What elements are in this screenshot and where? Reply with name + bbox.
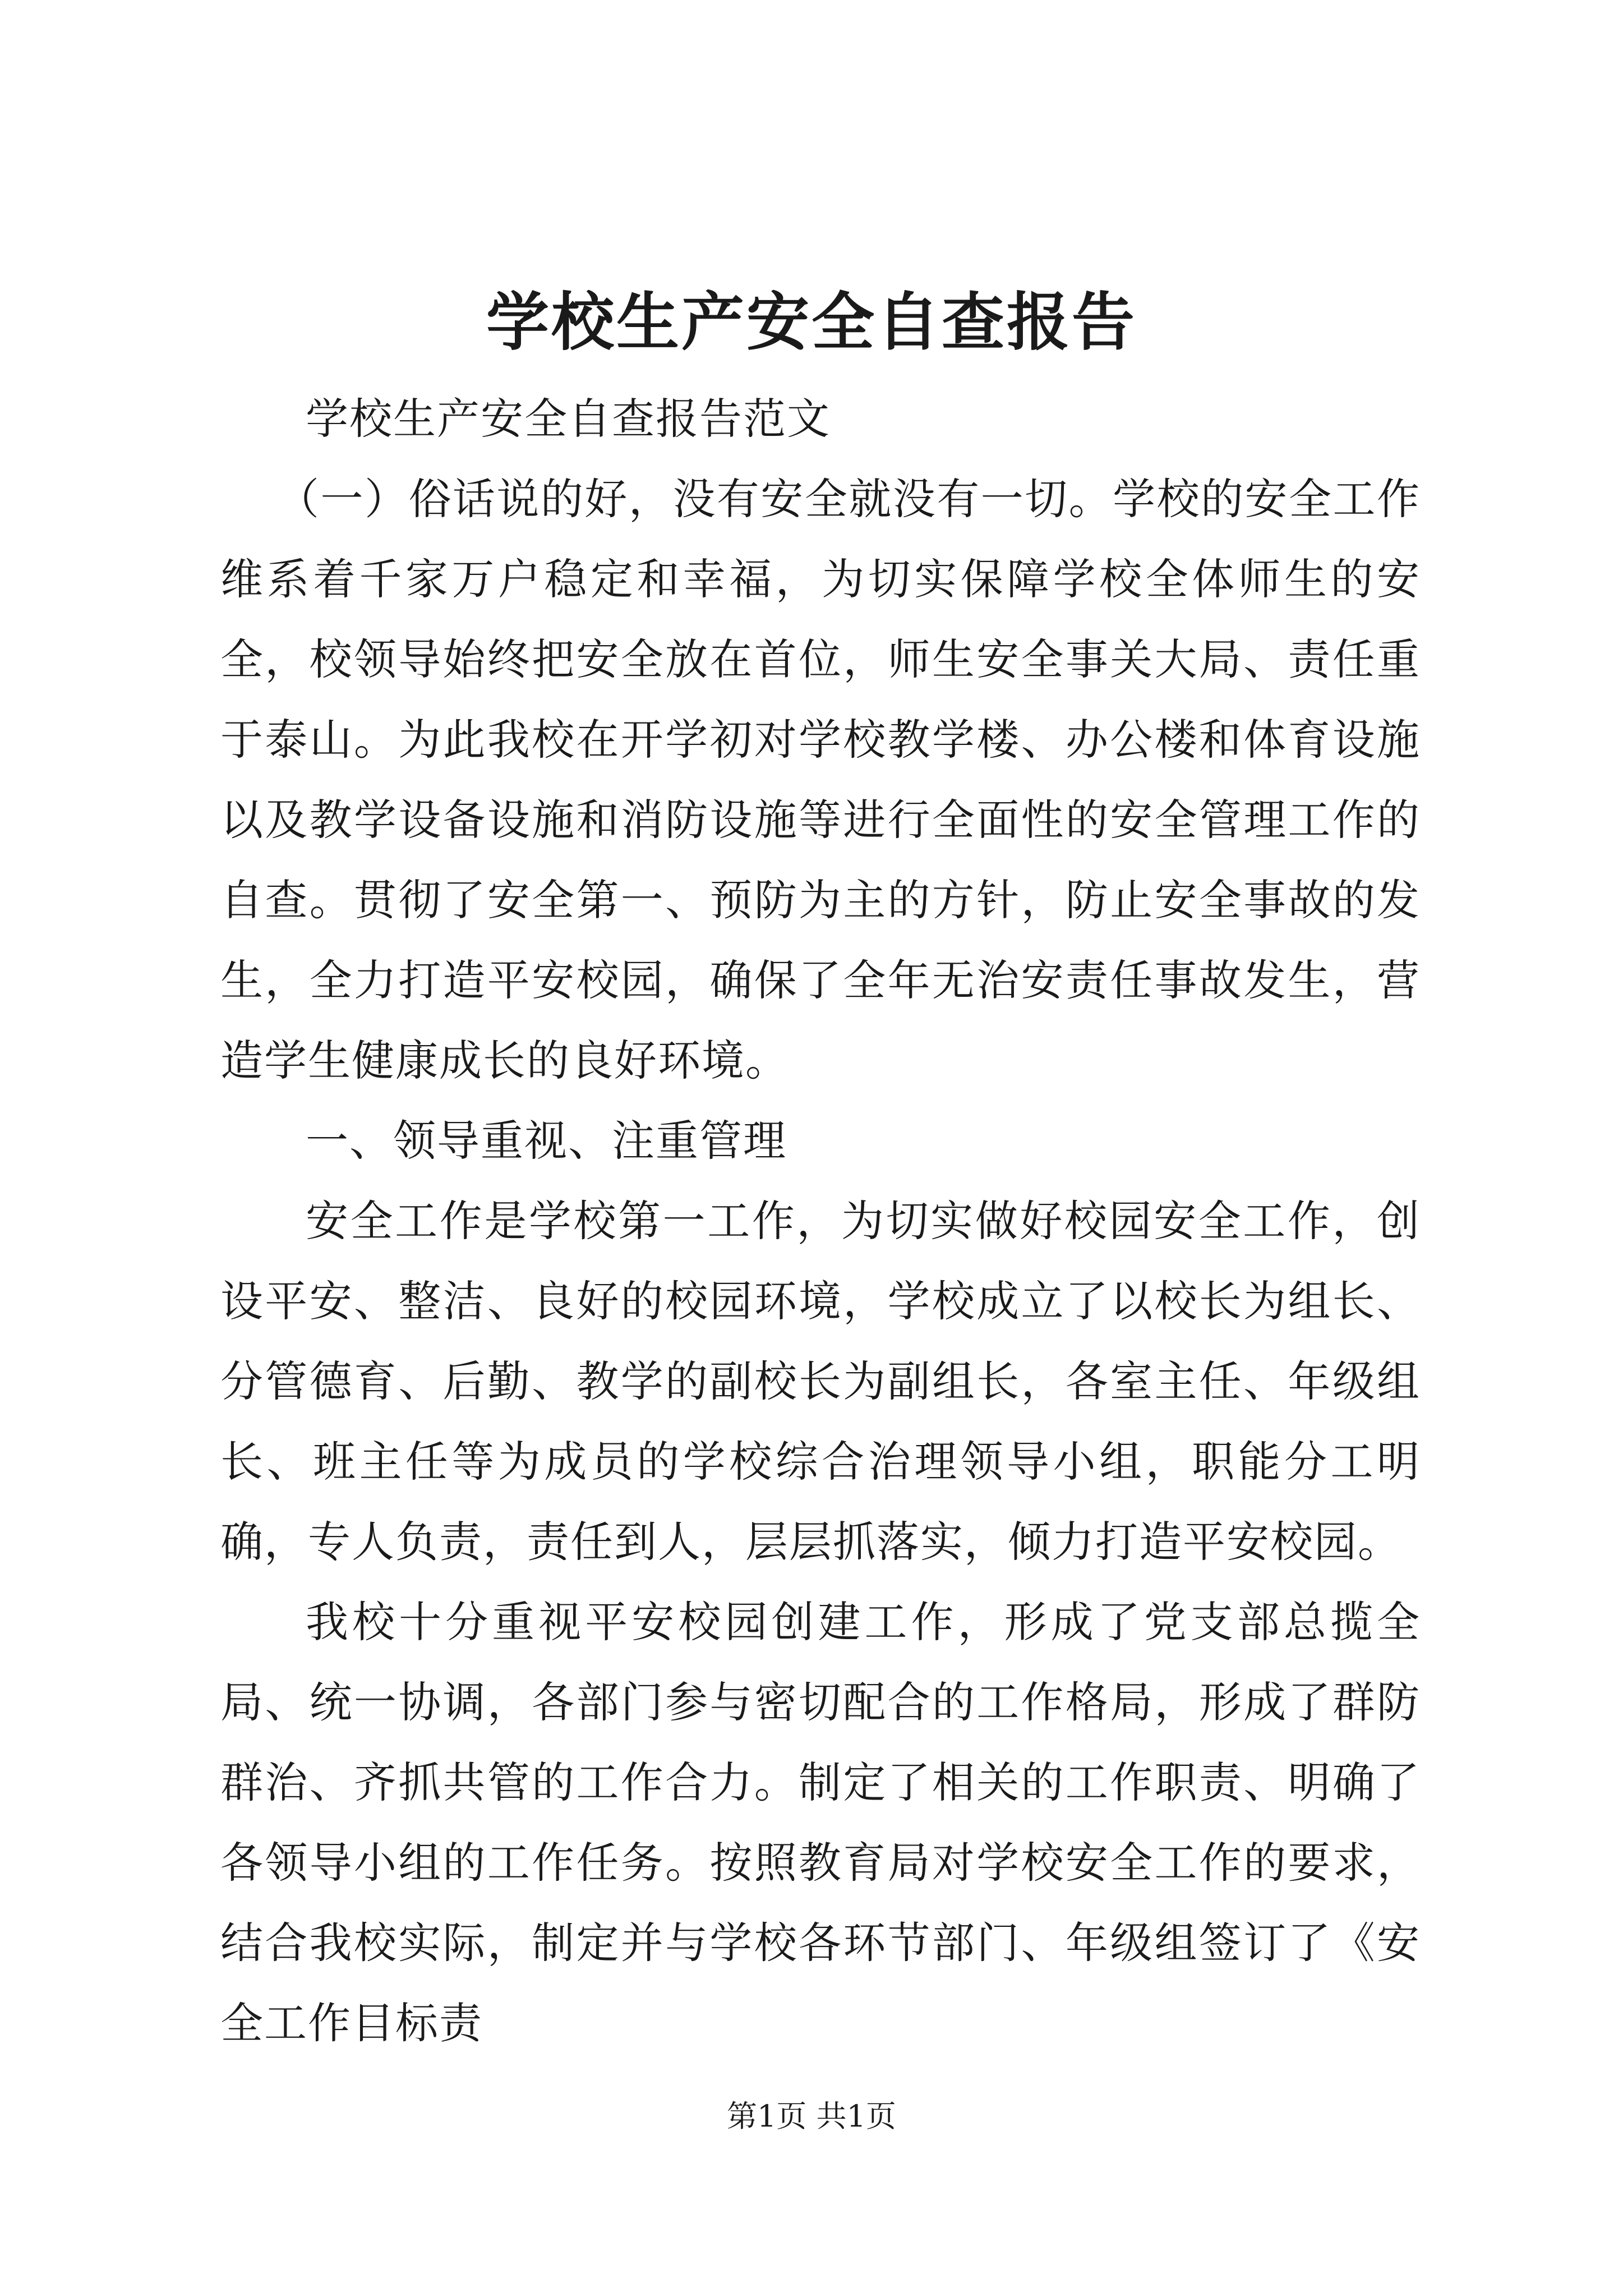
paragraph-leadership: 安全工作是学校第一工作，为切实做好校园安全工作，创设平安、整洁、良好的校园环境，学校成立了以校长为组长、分管德育、后勤、教学的副校长为副组长，各室主任、年级组长、班主任等为成员的学校综合治理领导小组，职能分工明确，专人负责，责任到人，层层抓落实，倾力打造平安校园。 (220, 1196, 1421, 1567)
page-footer: 第1页 共1页 (727, 2099, 896, 2134)
paragraph-intro: （一）俗话说的好，没有安全就没有一切。学校的安全工作维系着千家万户稳定和幸福，为切实保障学校全体师生的安全，校领导始终把安全放在首位，师生安全事关大局、责任重于泰山。为此我校在开学初对学校教学楼、办公楼和体育设施以及教学设备设施和消防设施等进行全面性的安全管理工作的自查。贯彻了安全第一、预防为主的方针，防止安全事故的发生，全力打造平安校园，确保了全年无治安责任事故发生，营造学生健康成长的良好环境。 (220, 474, 1421, 1085)
paragraph-safe-campus: 我校十分重视平安校园创建工作，形成了党支部总揽全局、统一协调，各部门参与密切配合的工作格局，形成了群防群治、齐抓共管的工作合力。制定了相关的工作职责、明确了各领导小组的工作任务。按照教育局对学校安全工作的要求，结合我校实际，制定并与学校各环节部门、年级组签订了《安全工作目标责 (220, 1597, 1421, 2048)
section-heading-leadership: 一、领导重视、注重管理 (306, 1116, 787, 1166)
document-body (220, 379, 1421, 2063)
paragraph-subtitle: 学校生产安全自查报告范文 (306, 394, 831, 444)
document-title: 学校生产安全自查报告 (486, 286, 1137, 359)
